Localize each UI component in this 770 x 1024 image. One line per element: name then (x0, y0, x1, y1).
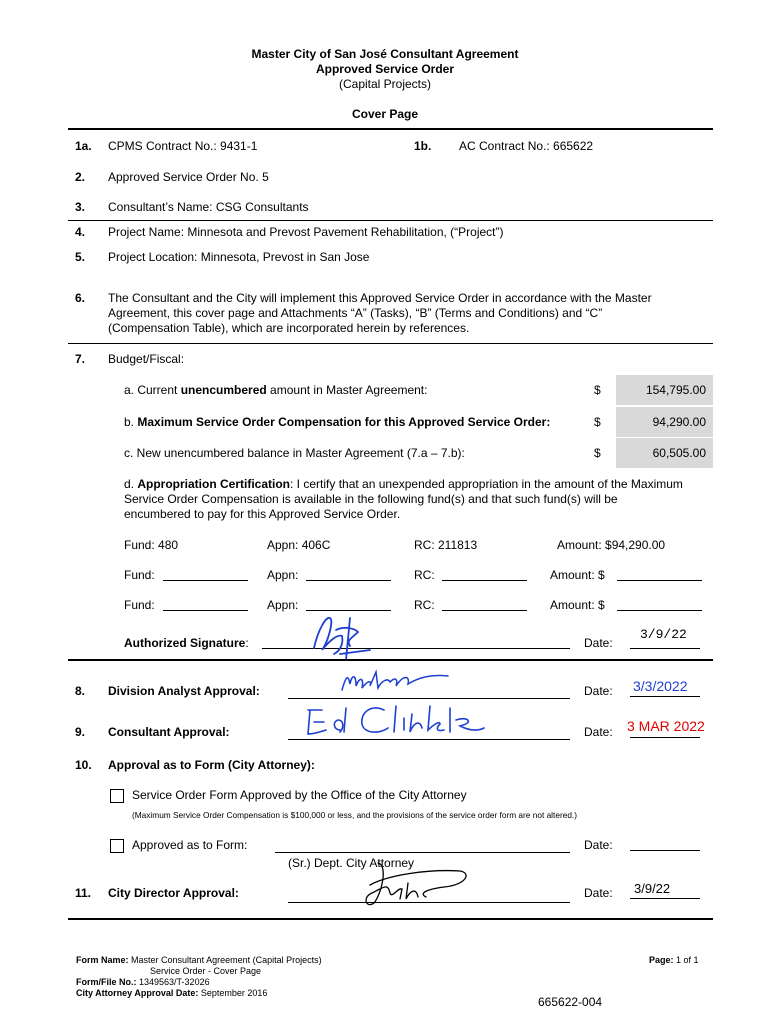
title-line-1: Master City of San José Consultant Agreement (251, 47, 519, 61)
fund-3-label: Fund: (124, 598, 155, 612)
ac-contract-no: AC Contract No.: 665622 (459, 139, 594, 153)
authorized-signature-image (300, 610, 380, 660)
item-number: 8. (75, 684, 86, 698)
footer-file-no-value: 1349563/T-32026 (139, 977, 210, 987)
budget-b-bold: Maximum Service Order Compensation for this Approved Service Order: (137, 415, 551, 429)
amount-2-label: Amount: $ (550, 568, 605, 582)
service-order-approved-label: Service Order Form Approved by the Office of the City Attorney (132, 788, 467, 802)
fund-2-label: Fund: (124, 568, 155, 582)
date-label: Date: (584, 636, 613, 650)
footer-file-no (76, 977, 210, 987)
approved-as-to-form-label: Approved as to Form: (132, 838, 248, 852)
currency-symbol: $ (594, 446, 601, 460)
budget-a-suffix: amount in Master Agreement: (266, 383, 428, 397)
footer-page-value: 1 of 1 (676, 955, 699, 965)
colon: : (245, 636, 249, 650)
item-6-line-3: (Compensation Table), which are incorporated herein by references. (108, 321, 470, 335)
item-number: 9. (75, 725, 86, 739)
appn-2-label: Appn: (267, 568, 299, 582)
divider (68, 659, 713, 661)
consultant-approval-label: Consultant Approval: (108, 725, 230, 739)
date-label: Date: (584, 725, 613, 739)
approved-as-to-form-checkbox[interactable] (110, 839, 124, 853)
amount-2-line[interactable] (617, 580, 702, 581)
date-label: Date: (584, 886, 613, 900)
item-number: 4. (75, 225, 86, 239)
title-line-2: Approved Service Order (315, 62, 455, 76)
budget-a-prefix: a. Current (124, 383, 181, 397)
footer-page-label: Page: (649, 955, 674, 965)
consultant-signature (300, 700, 490, 742)
authorized-signature-text: Authorized Signature (124, 636, 246, 650)
item-number: 7. (75, 352, 86, 366)
fund-1: Fund: 480 (124, 538, 179, 552)
project-location: Project Location: Minnesota, Prevost in San Jose (108, 250, 370, 264)
budget-b-label (124, 415, 550, 429)
cover-page-title: Cover Page (351, 107, 419, 121)
title-line-3: (Capital Projects) (338, 77, 432, 91)
division-analyst-label: Division Analyst Approval: (108, 684, 260, 698)
consultant-date-line[interactable] (630, 737, 700, 738)
footer-form-name (76, 955, 322, 965)
rc-3-line[interactable] (442, 610, 527, 611)
appropriation-certification-heading: Appropriation Certification (137, 477, 291, 491)
amount-3-label: Amount: $ (550, 598, 605, 612)
rc-1: RC: 211813 (414, 538, 478, 552)
budget-fiscal-label: Budget/Fiscal: (108, 352, 185, 366)
budget-a-value: 154,795.00 (616, 375, 713, 405)
amount-3-line[interactable] (617, 610, 702, 611)
document-number: 665622-004 (538, 995, 603, 1009)
item-number: 1b. (414, 139, 432, 153)
service-order-no: Approved Service Order No. 5 (108, 170, 269, 184)
footer-attorney-date-label: City Attorney Approval Date: (76, 988, 199, 998)
consultant-date-value: 3 MAR 2022 (627, 718, 705, 734)
currency-symbol: $ (594, 383, 601, 397)
division-date-value: 3/3/2022 (633, 678, 688, 694)
budget-d-line-1 (124, 477, 683, 491)
divider (68, 128, 713, 130)
city-director-label: City Director Approval: (108, 886, 239, 900)
item-number: 11. (75, 886, 92, 900)
appn-3-label: Appn: (267, 598, 299, 612)
item-number: 3. (75, 200, 86, 214)
city-director-signature (348, 853, 478, 913)
service-order-approved-note: (Maximum Service Order Compensation is $100,000 or less, and the provisions of the service order form are not altered.) (132, 810, 578, 820)
divider (68, 220, 713, 221)
footer-page (649, 955, 699, 965)
rc-3-label: RC: (414, 598, 435, 612)
appn-1: Appn: 406C (267, 538, 331, 552)
item-number: 2. (75, 170, 86, 184)
budget-a-label (124, 383, 427, 397)
authorized-signature-label (124, 636, 249, 650)
budget-c-value: 60,505.00 (616, 438, 713, 468)
rc-2-line[interactable] (442, 580, 527, 581)
footer-form-name-2: Service Order - Cover Page (150, 966, 262, 976)
footer-form-name-label: Form Name: (76, 955, 129, 965)
date-label: Date: (584, 684, 613, 698)
currency-symbol: $ (594, 415, 601, 429)
budget-d-line-2: Service Order Compensation is available in the following fund(s) and that such fund(s) will be (124, 492, 618, 506)
divider (68, 918, 713, 920)
item-6-line-2: Agreement, this cover page and Attachments “A” (Tasks), “B” (Terms and Conditions) and “C” (108, 306, 603, 320)
budget-d-prefix: d. (124, 477, 138, 491)
budget-d-text: : I certify that an unexpended appropriation in the amount of the Maximum (290, 477, 683, 491)
approved-as-to-form-date-line[interactable] (630, 850, 700, 851)
division-signature-line[interactable] (288, 698, 570, 699)
fund-3-line[interactable] (163, 610, 248, 611)
consultant-name: Consultant’s Name: CSG Consultants (108, 200, 309, 214)
item-number: 6. (75, 291, 86, 305)
item-6-line-1: The Consultant and the City will implement this Approved Service Order in accordance with the Master (108, 291, 652, 305)
authorized-date-value: 3/9/22 (640, 627, 687, 642)
footer-file-no-label: Form/File No.: (76, 977, 137, 987)
footer-attorney-date-value: September 2016 (200, 988, 268, 998)
dept-city-attorney-caption: (Sr.) Dept. City Attorney (288, 856, 415, 870)
rc-2-label: RC: (414, 568, 435, 582)
item-number: 1a. (75, 139, 92, 153)
project-name: Project Name: Minnesota and Prevost Pavement Rehabilitation, (“Project”) (108, 225, 504, 239)
budget-c-label: c. New unencumbered balance in Master Agreement (7.a – 7.b): (124, 446, 465, 460)
authorized-date-line[interactable] (630, 648, 700, 649)
division-date-line[interactable] (630, 696, 700, 697)
budget-d-line-3: encumbered to pay for this Approved Service Order. (124, 507, 401, 521)
budget-b-value: 94,290.00 (616, 407, 713, 437)
item-number: 5. (75, 250, 86, 264)
amount-1: Amount: $94,290.00 (557, 538, 666, 552)
budget-a-bold: unencumbered (180, 383, 267, 397)
cpms-contract-no: CPMS Contract No.: 9431-1 (108, 139, 258, 153)
divider (68, 343, 713, 344)
budget-b-prefix: b. (124, 415, 138, 429)
city-attorney-label: Approval as to Form (City Attorney): (108, 758, 315, 772)
city-director-date-value: 3/9/22 (634, 881, 671, 896)
date-label: Date: (584, 838, 613, 852)
footer-form-name-value: Master Consultant Agreement (Capital Projects) (131, 955, 322, 965)
service-order-approved-checkbox[interactable] (110, 789, 124, 803)
item-number: 10. (75, 758, 92, 772)
division-analyst-signature (338, 666, 458, 696)
appn-2-line[interactable] (306, 580, 391, 581)
fund-2-line[interactable] (163, 580, 248, 581)
city-director-date-line[interactable] (630, 898, 700, 899)
footer-attorney-date (76, 988, 267, 998)
